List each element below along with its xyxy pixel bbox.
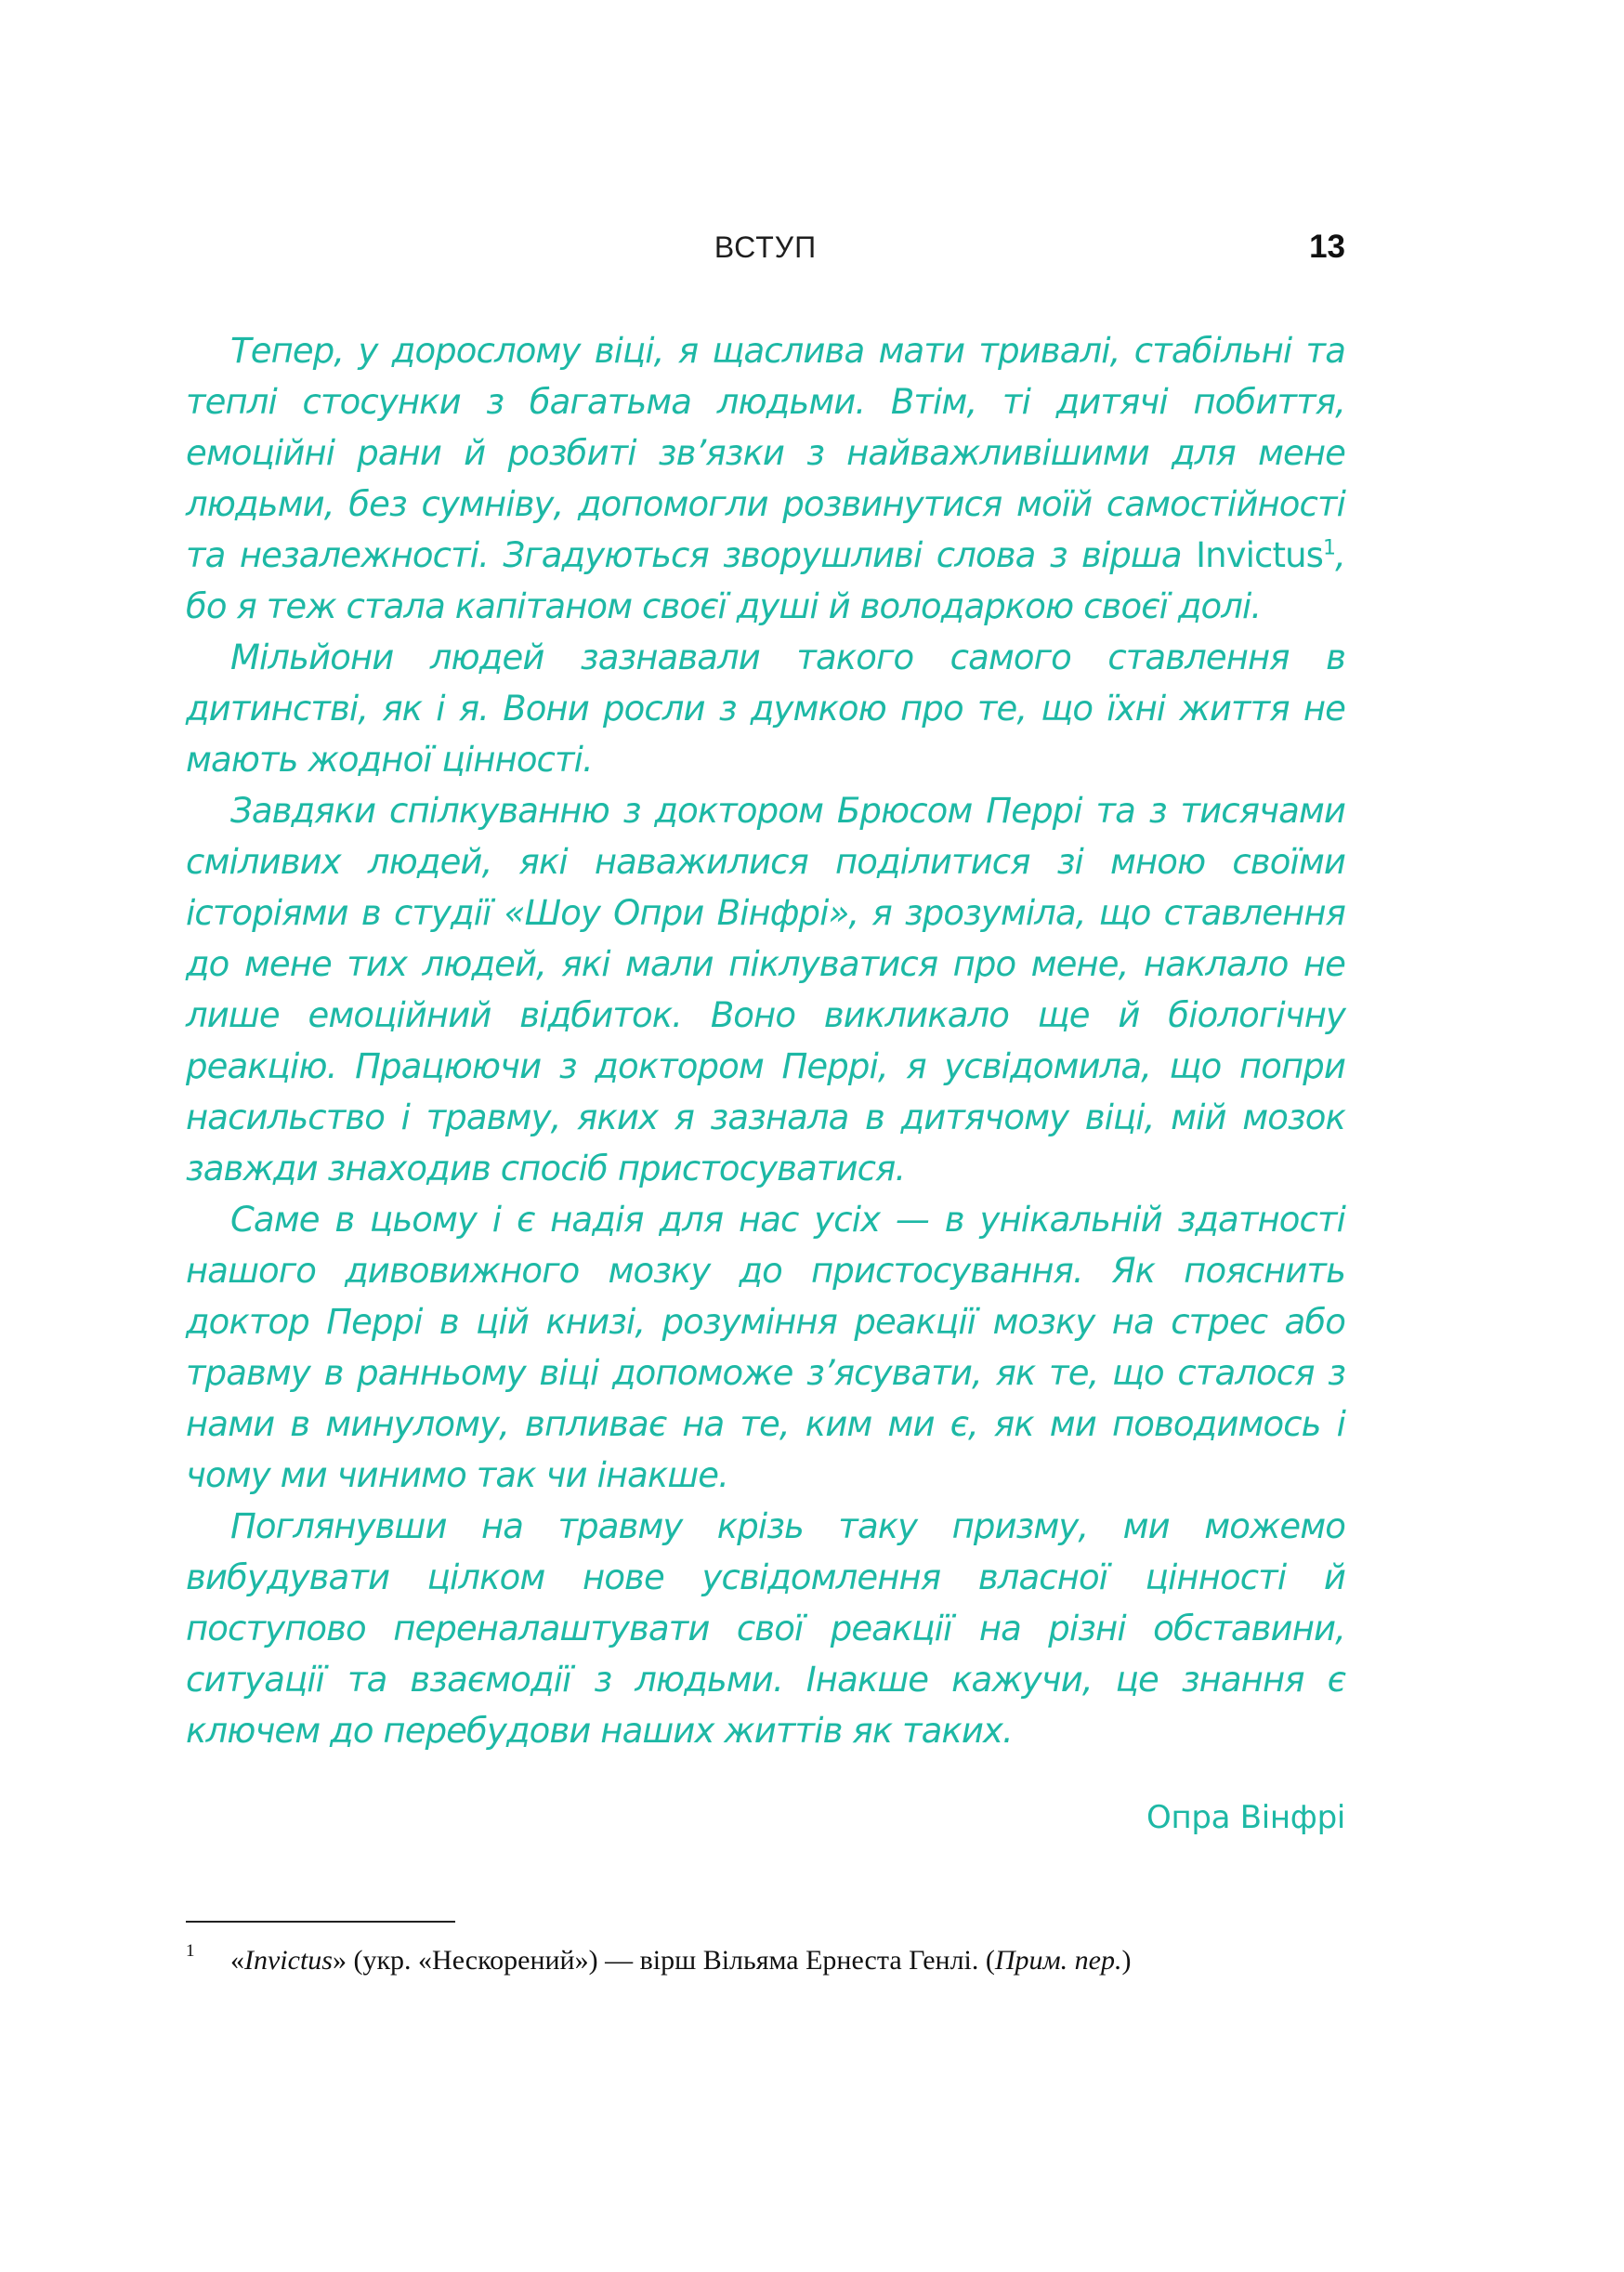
paragraph-text: , бо я теж стала капітаном своєї душі й володаркою своєї долі.: [186, 535, 1345, 626]
footnote-open-quote: «: [230, 1945, 244, 1976]
paragraph: [186, 325, 1345, 632]
footnote-text: [230, 1945, 1132, 1977]
paragraph: Поглянувши на травму крізь таку призму, ми можемо вибудувати цілком нове усвідомлення власної цінності й поступово переналаштувати свої реакції на різні обставини, ситуації та взаємодії з людьми. Інакше кажучи, це знання є ключем до перебудови наших життів як таких.: [186, 1506, 1345, 1751]
footnote-note: Прим. пер.: [994, 1945, 1122, 1976]
poem-title: Invictus: [1196, 535, 1324, 575]
footnote-marker: 1: [186, 1941, 195, 1961]
page-header: [186, 230, 1345, 277]
footnote-close: ): [1121, 1945, 1132, 1976]
main-text: [186, 325, 1345, 1756]
paragraph: Саме в цьому і є надія для нас усіх — в унікальній здатності нашого дивовижного мозку до пристосування. Як пояснить доктор Перрі в цій книзі, розуміння реакції мозку на стрес або травму в ранньому віці допоможе з’ясувати, як те, що сталося з нами в минулому, впливає на те, ким ми є, як ми поводимось і чому ми чинимо так чи інакше.: [186, 1200, 1345, 1495]
paragraph: Завдяки спілкуванню з доктором Брюсом Перрі та з тисячами сміливих людей, які наважилися поділитися зі мною своїми історіями в студії «Шоу Опри Вінфрі», я зрозуміла, що ставлення до мене тих людей, які мали піклуватися про мене, наклало не лише емоційний відбиток. Воно викликало ще й біологічну реакцію. Працюючи з доктором Перрі, я усвідомила, що попри насильство і травму, яких я зазнала в дитячому віці, мій мозок завжди знаходив спосіб пристосуватися.: [186, 791, 1345, 1189]
paragraph-text: Тепер, у дорослому віці, я щаслива мати тривалі, стабільні та теплі стосунки з багатьма людьми. Втім, ті дитячі побиття, емоційні рани й розбиті зв’язки з найважливішими для мене людьми, без сумніву, допомогли розвинутися моїй самостійності та незалежності. Згадуються зворушливі слова з вірша: [186, 331, 1345, 575]
footnote-title: Invictus: [244, 1945, 333, 1976]
footnote-divider: [186, 1921, 455, 1923]
page-number: 13: [1309, 229, 1345, 265]
author-signature: Опра Вінфрі: [1146, 1799, 1345, 1836]
running-head: ВСТУП: [714, 230, 818, 264]
footnote-reference[interactable]: 1: [1323, 536, 1336, 560]
paragraph: Мільйони людей зазнавали такого самого ставлення в дитинстві, як і я. Вони росли з думкою про те, що їхні життя не мають жодної цінності.: [186, 637, 1345, 780]
footnote-body: » (укр. «Нескорений») — вірш Вільяма Ернеста Генлі. (: [332, 1945, 995, 1976]
